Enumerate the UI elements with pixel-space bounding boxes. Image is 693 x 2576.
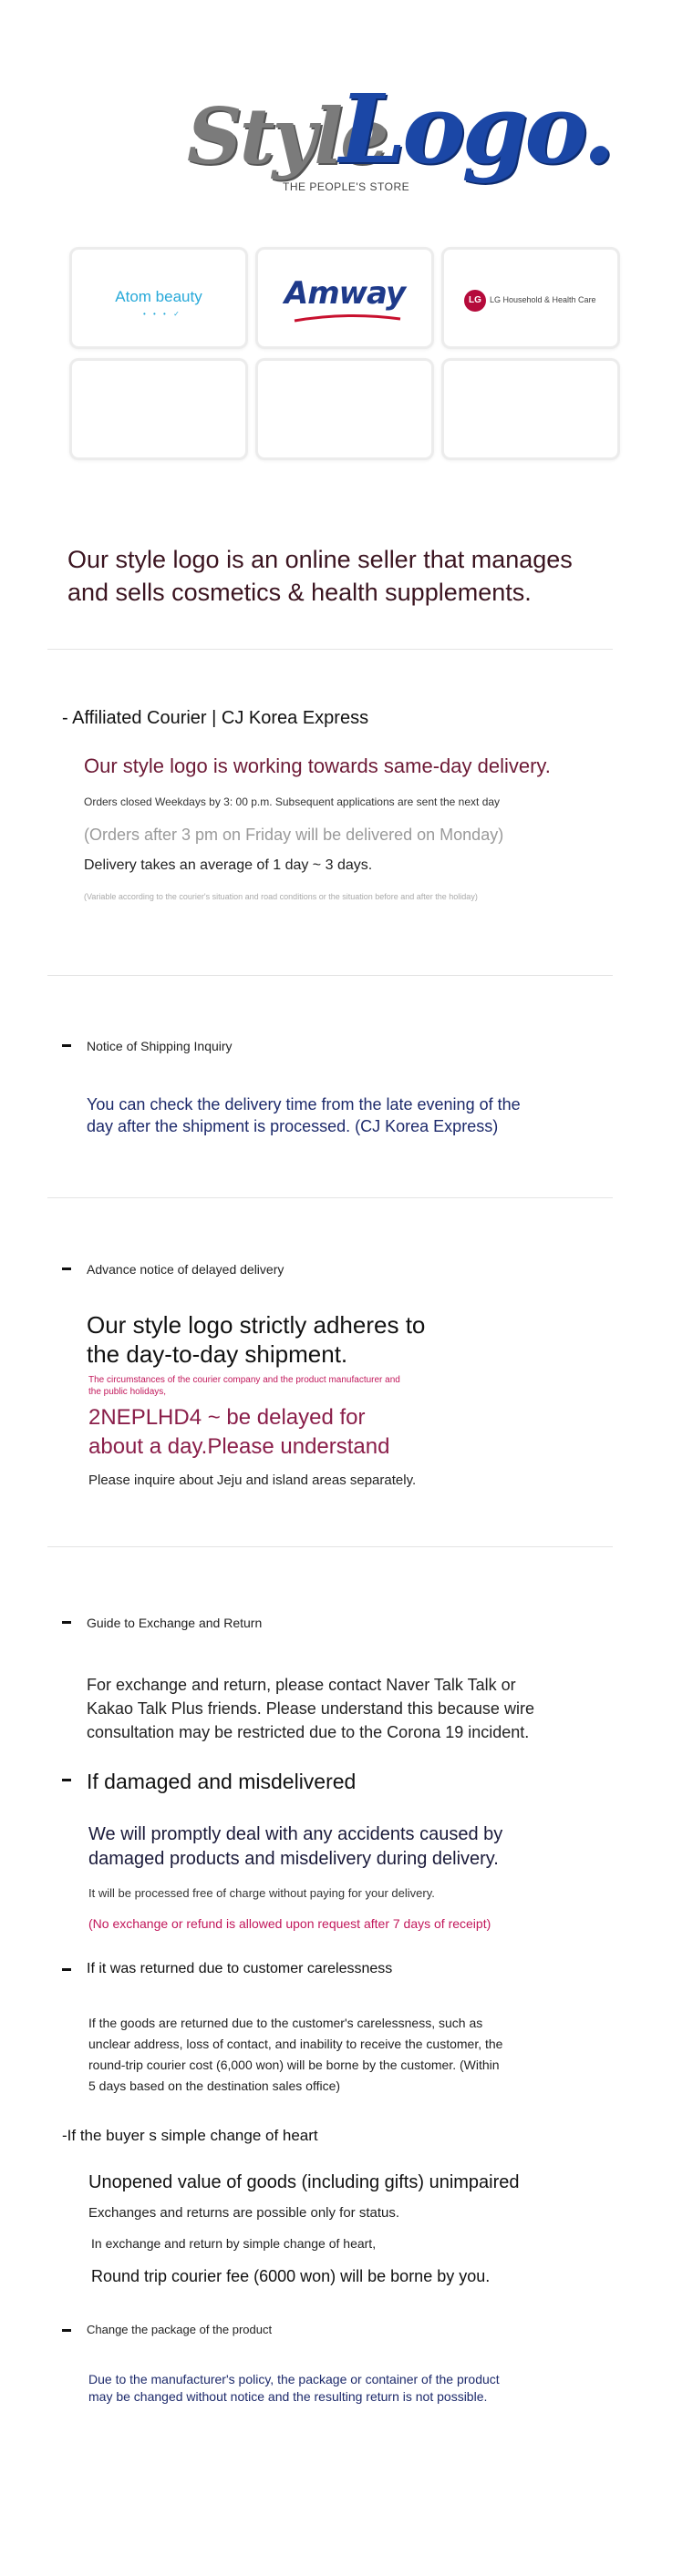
orders-closed-text: Orders closed Weekdays by 3: 00 p.m. Subsequent applications are sent the next day (84, 795, 501, 808)
simple-line-4: Round trip courier fee (6000 won) will be borne by you. (91, 2267, 491, 2285)
delay-headline (87, 1310, 425, 1369)
delay-notice-label: Advance notice of delayed delivery (87, 1262, 284, 1277)
careless-line: 5 days based on the destination sales office) (88, 2078, 341, 2093)
delay-warning-line: 2NEPLHD4 ~ be delayed for (88, 1405, 366, 1430)
careless-text (88, 2013, 502, 2097)
package-line: may be changed without notice and the resulting return is not possible. (88, 2389, 488, 2404)
brand-grid (69, 247, 624, 466)
brand-card-empty (255, 358, 434, 460)
circumstances-line: the public holidays, (88, 1387, 167, 1397)
exchange-label: Guide to Exchange and Return (87, 1616, 263, 1630)
bullet-dash-icon (62, 1621, 71, 1624)
bullet-dash-icon (62, 1968, 71, 1971)
simple-line-2: Exchanges and returns are possible only for status. (88, 2205, 400, 2221)
careless-heading: If it was returned due to customer carelessness (87, 1961, 393, 1976)
shipping-inquiry-line: You can check the delivery time from the late evening of the (87, 1095, 521, 1114)
damaged-text (88, 1822, 502, 1872)
careless-line: If the goods are returned due to the customer's carelessness, such as (88, 2016, 483, 2030)
simple-line-1: Unopened value of goods (including gifts) unimpaired (88, 2172, 520, 2192)
amway-logo: Amway (284, 275, 406, 312)
delay-warning-line: about a day.Please understand (88, 1434, 390, 1459)
courier-heading: - Affiliated Courier | CJ Korea Express (62, 708, 369, 728)
friday-note: (Orders after 3 pm on Friday will be delivered on Monday) (84, 826, 504, 844)
atom-beauty-dots-icon: • • • ✓ (143, 310, 182, 318)
brand-card-lg[interactable] (441, 247, 620, 349)
bullet-dash-icon (62, 1779, 71, 1781)
shipping-inquiry-line: day after the shipment is processed. (CJ Korea Express) (87, 1117, 499, 1135)
shipping-inquiry-text (87, 1093, 521, 1137)
package-line: Due to the manufacturer's policy, the package or container of the product (88, 2372, 500, 2386)
delay-headline-line: the day-to-day shipment. (87, 1340, 348, 1368)
careless-line: round-trip courier cost (6,000 won) will be borne by the customer. (Within (88, 2058, 500, 2072)
damaged-line: damaged products and misdelivery during delivery. (88, 1849, 499, 1869)
no-refund-text: (No exchange or refund is allowed upon request after 7 days of receipt) (88, 1916, 491, 1931)
shipping-inquiry-label: Notice of Shipping Inquiry (87, 1039, 233, 1053)
lg-circle-icon: LG (464, 290, 486, 312)
simple-line-3: In exchange and return by simple change of heart, (91, 2236, 377, 2251)
divider (47, 1546, 613, 1547)
intro-line: and sells cosmetics & health supplements. (67, 579, 532, 606)
same-day-title: Our style logo is working towards same-day delivery. (84, 754, 551, 777)
brand-card-empty (441, 358, 620, 460)
circumstances-line: The circumstances of the courier company and the product manufacturer and (88, 1375, 400, 1385)
logo-tagline: THE PEOPLE'S STORE (283, 180, 410, 193)
bullet-dash-icon (62, 1044, 71, 1047)
average-delivery-text: Delivery takes an average of 1 day ~ 3 days. (84, 857, 373, 873)
amway-swoosh-icon (293, 313, 402, 323)
free-charge-text: It will be processed free of charge without paying for your delivery. (88, 1886, 435, 1900)
damaged-line: We will promptly deal with any accidents caused by (88, 1824, 503, 1844)
atom-beauty-logo: Atom beauty (115, 288, 202, 305)
divider (47, 649, 613, 650)
divider (47, 1197, 613, 1198)
jeju-note: Please inquire about Jeju and island areas separately. (88, 1473, 417, 1488)
circumstances-text (88, 1374, 400, 1398)
store-logo (0, 64, 693, 210)
delay-warning (88, 1403, 389, 1462)
logo-word-style: Style (187, 91, 387, 181)
divider (47, 975, 613, 976)
bullet-dash-icon (62, 2329, 71, 2332)
intro-text (67, 543, 633, 609)
package-heading: Change the package of the product (87, 2323, 273, 2336)
variable-note: (Variable according to the courier's situation and road conditions or the situation before and after the holiday) (84, 892, 478, 901)
lg-logo-text: LG Household & Health Care (490, 295, 596, 304)
exchange-contact-line: For exchange and return, please contact Naver Talk Talk or (87, 1676, 516, 1694)
exchange-contact-text (87, 1673, 534, 1744)
simple-change-heading: -If the buyer s simple change of heart (62, 2127, 318, 2144)
delay-headline-line: Our style logo strictly adheres to (87, 1311, 426, 1339)
bullet-dash-icon (62, 1267, 71, 1270)
brand-card-atom-beauty[interactable] (69, 247, 248, 349)
exchange-contact-line: Kakao Talk Plus friends. Please understand this because wire (87, 1699, 534, 1718)
logo-word-logo: Logo. (339, 73, 612, 185)
package-text (88, 2371, 500, 2406)
brand-card-amway[interactable] (255, 247, 434, 349)
exchange-contact-line: consultation may be restricted due to the Corona 19 incident. (87, 1723, 530, 1741)
damaged-heading: If damaged and misdelivered (87, 1770, 357, 1793)
brand-card-empty (69, 358, 248, 460)
intro-line: Our style logo is an online seller that manages (67, 546, 573, 573)
careless-line: unclear address, loss of contact, and inability to receive the customer, the (88, 2037, 503, 2051)
